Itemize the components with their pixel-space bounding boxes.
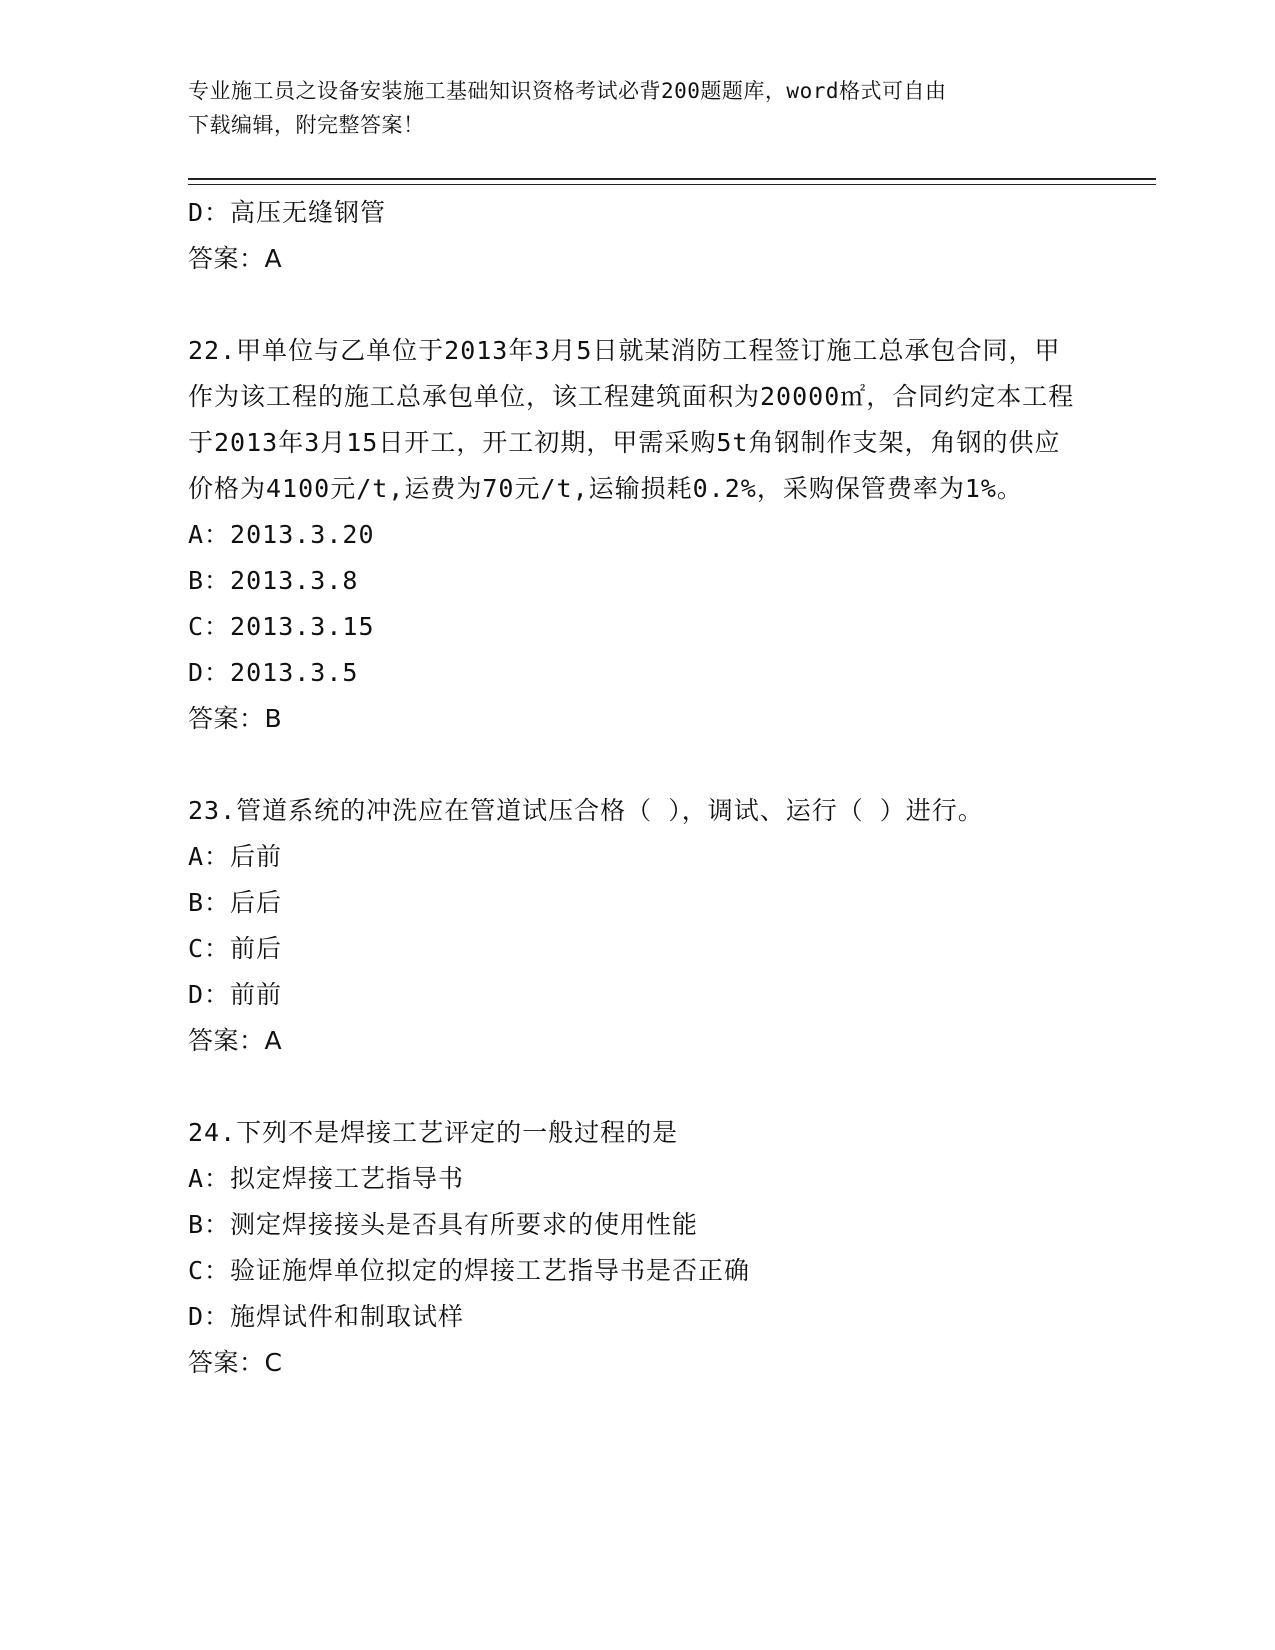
spacer — [188, 742, 1088, 788]
question-22-option-d: D：2013.3.5 — [188, 658, 359, 687]
spacer — [188, 1064, 1088, 1110]
question-list — [188, 190, 1088, 1386]
document-header — [188, 74, 1088, 142]
header-rule-thin — [188, 184, 1156, 185]
question-23-option-b: B：后后 — [188, 888, 283, 917]
question-23-option-c: C：前后 — [188, 934, 283, 963]
header-line-1: 专业施工员之设备安装施工基础知识资格考试必背200题题库，word格式可自由 — [188, 79, 947, 103]
question-23-answer: 答案：A — [188, 1026, 283, 1055]
question-23-option-a: A：后前 — [188, 842, 283, 871]
prev-answer: 答案：A — [188, 244, 283, 273]
question-24-option-b: B：测定焊接接头是否具有所要求的使用性能 — [188, 1210, 699, 1239]
question-23-option-d: D：前前 — [188, 980, 283, 1009]
question-24-text: 24.下列不是焊接工艺评定的一般过程的是 — [188, 1118, 679, 1147]
question-24-answer: 答案：C — [188, 1348, 283, 1377]
spacer — [188, 282, 1088, 328]
prev-option-d: D：高压无缝钢管 — [188, 198, 387, 227]
question-24-option-c: C：验证施焊单位拟定的焊接工艺指导书是否正确 — [188, 1256, 751, 1285]
question-22-option-b: B：2013.3.8 — [188, 566, 359, 595]
question-22-text: 22.甲单位与乙单位于2013年3月5日就某消防工程签订施工总承包合同，甲作为该工程的施工总承包单位，该工程建筑面积为20000㎡，合同约定本工程于2013年3月15日开工，开工初期，甲需采购5t角钢制作支架，角钢的供应价格为4100元/t,运费为70元/t,运输损耗0.2%，采购保管费率为1%。 — [188, 336, 1075, 503]
header-rule-thick — [188, 178, 1156, 180]
question-24-option-d: D：施焊试件和制取试样 — [188, 1302, 465, 1331]
question-24-option-a: A：拟定焊接工艺指导书 — [188, 1164, 465, 1193]
question-22-option-c: C：2013.3.15 — [188, 612, 375, 641]
question-23-text: 23.管道系统的冲洗应在管道试压合格（ ），调试、运行（ ）进行。 — [188, 796, 984, 825]
header-line-2: 下载编辑，附完整答案！ — [188, 113, 425, 137]
question-22-answer: 答案：B — [188, 704, 283, 733]
question-22-option-a: A：2013.3.20 — [188, 520, 375, 549]
